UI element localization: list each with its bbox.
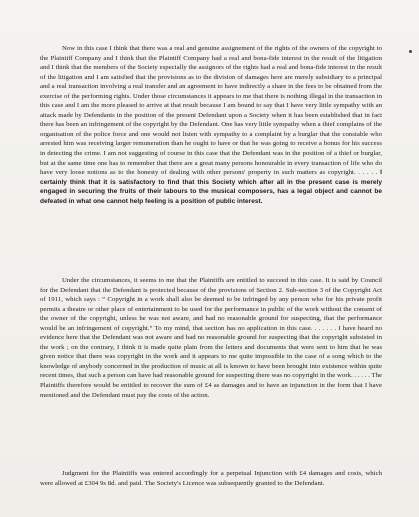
- paragraph-3-text: Judgment for the Plaintiffs was entered accordingly for a perpetual Injunction with £4 damages and costs, which were allowed at £304 9s 8d. and paid. The Society's Licence was subsequently granted to the Defendant.: [40, 470, 382, 487]
- paragraph-judgment-outcome: [40, 469, 382, 488]
- paragraph-judgment-reasoning: [40, 44, 382, 206]
- paragraph-1-text: Now in this case I think that there was a real and genuine assignement of the rights of the owners of the copyright to the Plaintiff Company and I think that the Plaintiff Company had a real and bona-fide interest in the result of the litigation and I think that the members of the Society especially the assignors of the rights had a real and bona-fide interest in the result of the litigation and I am satisfied that the provisions as to the division of damages here are merely subsidiary to a principal and a real transaction involving a real transfer and an agreement to have indirectly a share in the fees to be obtained from the exercise of the performing rights. Under those circumstances it appears to me that there is nothing illegal in the transaction in this case and I am the more pleased to arrive at that result because I am bound to say that I have very little sympathy with an attack made by Defendants in the position of the present Defendant upon a Society when it has been established that in fact there has been an infringement of the copyright by the Defendant. One has very little sympathy when a thief complains of the organisation of the police force and one would not listen with sympathy to a complaint by a burglar that the constable who arrested him was receiving larger remuneration than he ought to have or that he was going to receive a bonus for his success in detecting the crime. I am not suggesting of course in this case that the Defendant was in the position of a thief or burglar, but at the same time one has to remember that there are a great many persons honourable in every transaction of life who do have very loose notions as to the honesty of dealing with other persons' property in such matters as copyright. . . . . .: [40, 45, 382, 177]
- paragraph-section-analysis: [40, 276, 382, 400]
- margin-dot: [409, 50, 412, 53]
- paragraph-2-text: Under the circumstances, it seems to me that the Plaintiffs are entitled to succeed in this case. It is said by Council for the Defendant that the Defendant is protected because of the provisions of Section 2. Sub-section 3 of the Copyright Act of 1911, which says : “ Copyright in a work shall also be deemed to be infringed by any person who for his private profit permits a theatre or other place of entertainment to be used for the performance in public of the work without the consent of the owner of the copyright, unless he was not aware, and had no reasonable ground for suspecting, that the performance would be an infringement of copyright.” To my mind, that section has no application in this case. . . . . . . I have heard no evidence here that the Defendant was not aware and had no reasonable ground for suspecting that the copyright subsisted in the work ; on the contrary, I think it is made quite plain from the letters and documents that were sent to him that he was given notice that there was copyright in the work and it appears to me quite impossible in the case of a song which to the knowledge of anybody concerned in the production of music at all is known to have been brought into existence within quite recent times, that such a person can have had reasonable ground for suspecting there was no copyright in the work. . . . . . The Plaintiffs therefore would be entitled to recover the sum of £4 as damages and to have an injunction in the form that I have mentioned and the Defendant must pay the costs of the action.: [40, 277, 382, 399]
- paragraph-1-bold-statement: I certainly think that it is satisfactory to find that this Society which after all in the present case is merely engaged in securing the fruits of their labours to the musical composers, has a legal object and cannot be defeated in what one cannot help feeling is a position of public interest.: [40, 169, 382, 205]
